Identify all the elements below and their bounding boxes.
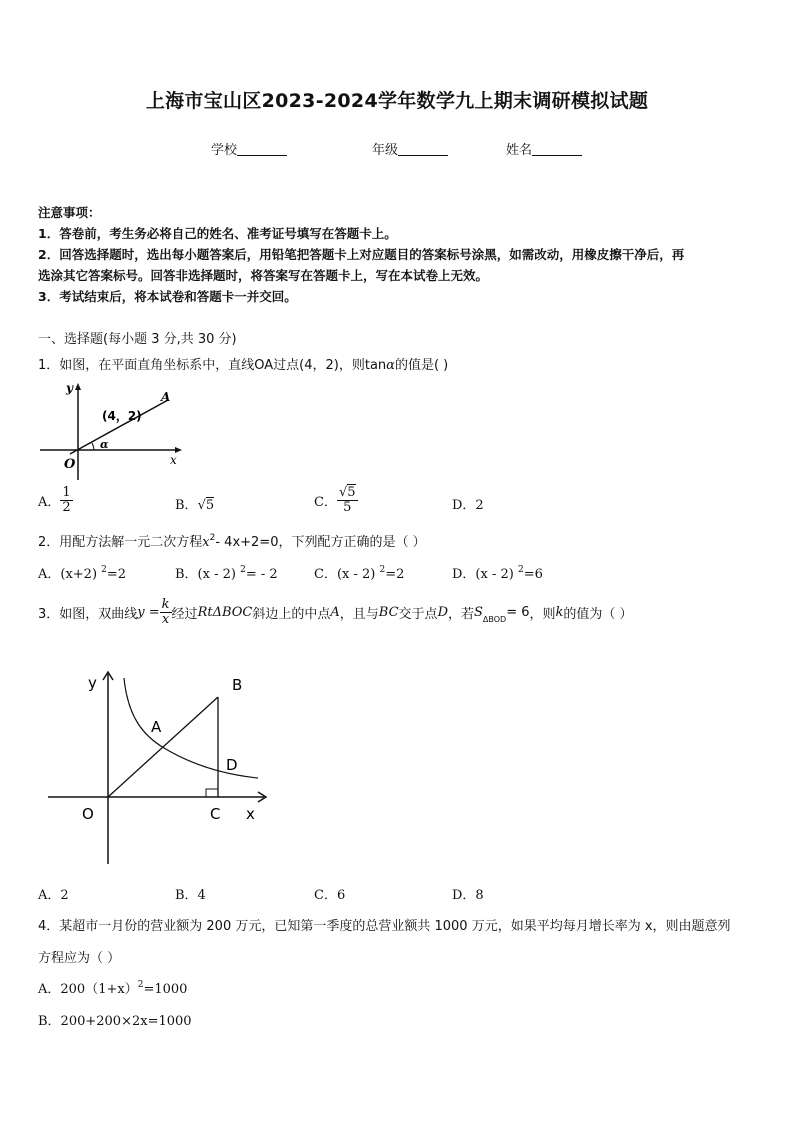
q2-option-a-text: A．(x+2) (38, 567, 102, 582)
q1-option-c-den: 5 (343, 500, 352, 515)
question-4-line-1: 4．某超市一月份的营业额为 200 万元，已知第一季度的总营业额共 1000 万元，如果平均每月增长率为 x，则由题意列 (38, 919, 731, 934)
q2-option-d-text: D．(x - 2) (452, 567, 518, 582)
q3-stem-g: ，则 (529, 607, 556, 622)
q1-o-label: O (64, 457, 76, 472)
q3-x-label: x (246, 805, 255, 823)
section-heading: 一、选择题(每小题 3 分,共 30 分) (38, 332, 237, 347)
question-4-line-2: 方程应为（ ） (38, 951, 121, 966)
q2-option-a-exp: 2 (101, 565, 107, 575)
q1-x-label: x (170, 453, 177, 467)
name-field (506, 139, 582, 158)
q3-a-label: A (151, 718, 162, 736)
q3-triangle: RtΔBOC (197, 605, 253, 620)
notice-item-2: 2．回答选择题时，选出每小题答案后，用铅笔把答题卡上对应题目的答案标号涂黑，如需改动，用橡皮擦干净后，再 (38, 247, 685, 262)
notice-item-2-cont: 选涂其它答案标号。回答非选择题时，将答案写在答题卡上，写在本试卷上无效。 (38, 268, 489, 283)
q3-option-d[interactable]: D．8 (452, 888, 484, 903)
q1-option-a-fraction (60, 486, 72, 515)
q4-option-a-tail: =1000 (143, 982, 188, 997)
q1-option-b-value: 5 (205, 498, 215, 513)
q1-stem-a: 1．如图，在平面直角坐标系中，直线OA过点(4，2)，则tan (38, 358, 387, 373)
q3-stem-e: 交于点 (398, 607, 438, 622)
q2-option-b-text: B．(x - 2) (175, 567, 241, 582)
q1-alpha: α (386, 358, 395, 373)
grade-blank (398, 143, 448, 156)
q3-figure (44, 668, 280, 868)
school-label: 学校 (211, 143, 238, 158)
q3-stem-b: 经过 (171, 607, 198, 622)
q2-option-d-exp: 2 (517, 565, 524, 575)
q2-stem-b: - 4x+2=0，下列配方正确的是（ ） (215, 535, 426, 550)
page-title: 上海市宝山区2023-2024学年数学九上期末调研模拟试题 (145, 90, 649, 112)
grade-label: 年级 (372, 143, 399, 158)
question-3-stem (38, 598, 633, 627)
q1-angle-label: α (100, 438, 109, 451)
q1-figure (36, 376, 186, 480)
q4-option-a-exp: 2 (137, 980, 144, 990)
notice-item-3: 3．考试结束后，将本试卷和答题卡一并交回。 (38, 289, 297, 304)
q2-option-c-text: C．(x - 2) (314, 567, 380, 582)
q1-stem-b: 的值是( ) (394, 358, 449, 373)
question-1-stem (38, 354, 448, 373)
q2-option-b[interactable] (175, 563, 278, 582)
q1-a-label: A (161, 390, 171, 404)
q3-c-label: C (210, 805, 221, 823)
q2-option-b-exp: 2 (240, 565, 246, 575)
q2-option-c-tail: =2 (385, 567, 405, 582)
grade-field (372, 139, 448, 158)
q3-b-label: B (232, 676, 243, 694)
q1-option-b[interactable] (175, 494, 214, 513)
q2-option-a-tail: =2 (106, 567, 127, 582)
name-blank (532, 143, 582, 156)
q3-x: x (161, 612, 170, 627)
q3-option-a[interactable]: A．2 (38, 888, 69, 903)
q3-stem-c: 斜边上的中点 (252, 607, 331, 622)
q1-option-c-num-wrap (337, 486, 358, 501)
q3-y-label: y (88, 674, 97, 692)
q3-d-label: D (226, 756, 238, 774)
q3-right-angle (206, 789, 218, 797)
q4-option-a[interactable] (38, 978, 187, 997)
q1-y-arrow (75, 383, 81, 390)
q3-sub: ΔBOD (482, 615, 507, 624)
q2-option-c[interactable] (314, 563, 404, 582)
q1-option-b-label: B． (175, 498, 198, 513)
q3-stem-f: ，若 (448, 607, 475, 622)
q4-option-a-text: A．200（1+x） (38, 982, 138, 997)
q3-y-eq: y = (137, 605, 160, 620)
q1-option-a[interactable] (38, 486, 73, 515)
q2-option-b-tail: = - 2 (245, 567, 278, 582)
q3-fraction (160, 598, 172, 627)
q1-option-c-fraction (337, 486, 358, 515)
q2-x: x (202, 535, 210, 550)
q3-option-b[interactable]: B．4 (175, 888, 206, 903)
q3-s: S (474, 605, 483, 620)
sqrt-icon: √ (338, 485, 348, 500)
q1-point-label: (4，2) (102, 409, 142, 423)
q3-stem-h: 的值为（ ） (563, 607, 633, 622)
q3-stem-a: 3．如图，双曲线 (38, 607, 138, 622)
q1-option-c[interactable] (314, 486, 358, 515)
q2-stem-a: 2．用配方法解一元二次方程 (38, 535, 203, 550)
q3-point-d: D (437, 605, 448, 620)
q1-option-a-num: 1 (62, 485, 71, 500)
q3-eq6: = 6 (506, 605, 530, 620)
question-2-stem (38, 531, 426, 550)
q2-option-c-exp: 2 (379, 565, 386, 575)
q3-k2: k (555, 605, 564, 620)
notice-item-1: 1．答卷前，考生务必将自己的姓名、准考证号填写在答题卡上。 (38, 226, 397, 241)
q2-option-a[interactable] (38, 563, 126, 582)
q2-exp: 2 (209, 533, 216, 543)
q1-angle-arc (92, 443, 94, 450)
q2-option-d[interactable] (452, 563, 543, 582)
q3-point-a: A (330, 605, 340, 620)
q1-option-c-label: C． (314, 495, 337, 510)
school-field (211, 139, 287, 158)
q3-stem-d: ，且与 (339, 607, 379, 622)
q1-option-a-label: A． (38, 495, 61, 510)
q1-option-d[interactable]: D．2 (452, 498, 484, 513)
sqrt-icon: √ (197, 498, 206, 513)
q1-y-label: y (66, 381, 73, 395)
school-blank (237, 143, 287, 156)
q1-option-c-num: 5 (347, 485, 356, 500)
q4-option-b[interactable]: B．200+200×2x=1000 (38, 1014, 192, 1029)
q3-option-c[interactable]: C．6 (314, 888, 346, 903)
q1-option-a-den: 2 (62, 500, 71, 515)
q3-k: k (161, 597, 170, 612)
q2-option-d-tail: =6 (523, 567, 543, 582)
notice-heading: 注意事项： (38, 205, 101, 220)
name-label: 姓名 (506, 143, 533, 158)
q3-o-label: O (82, 805, 94, 823)
q3-bc: BC (378, 605, 399, 620)
